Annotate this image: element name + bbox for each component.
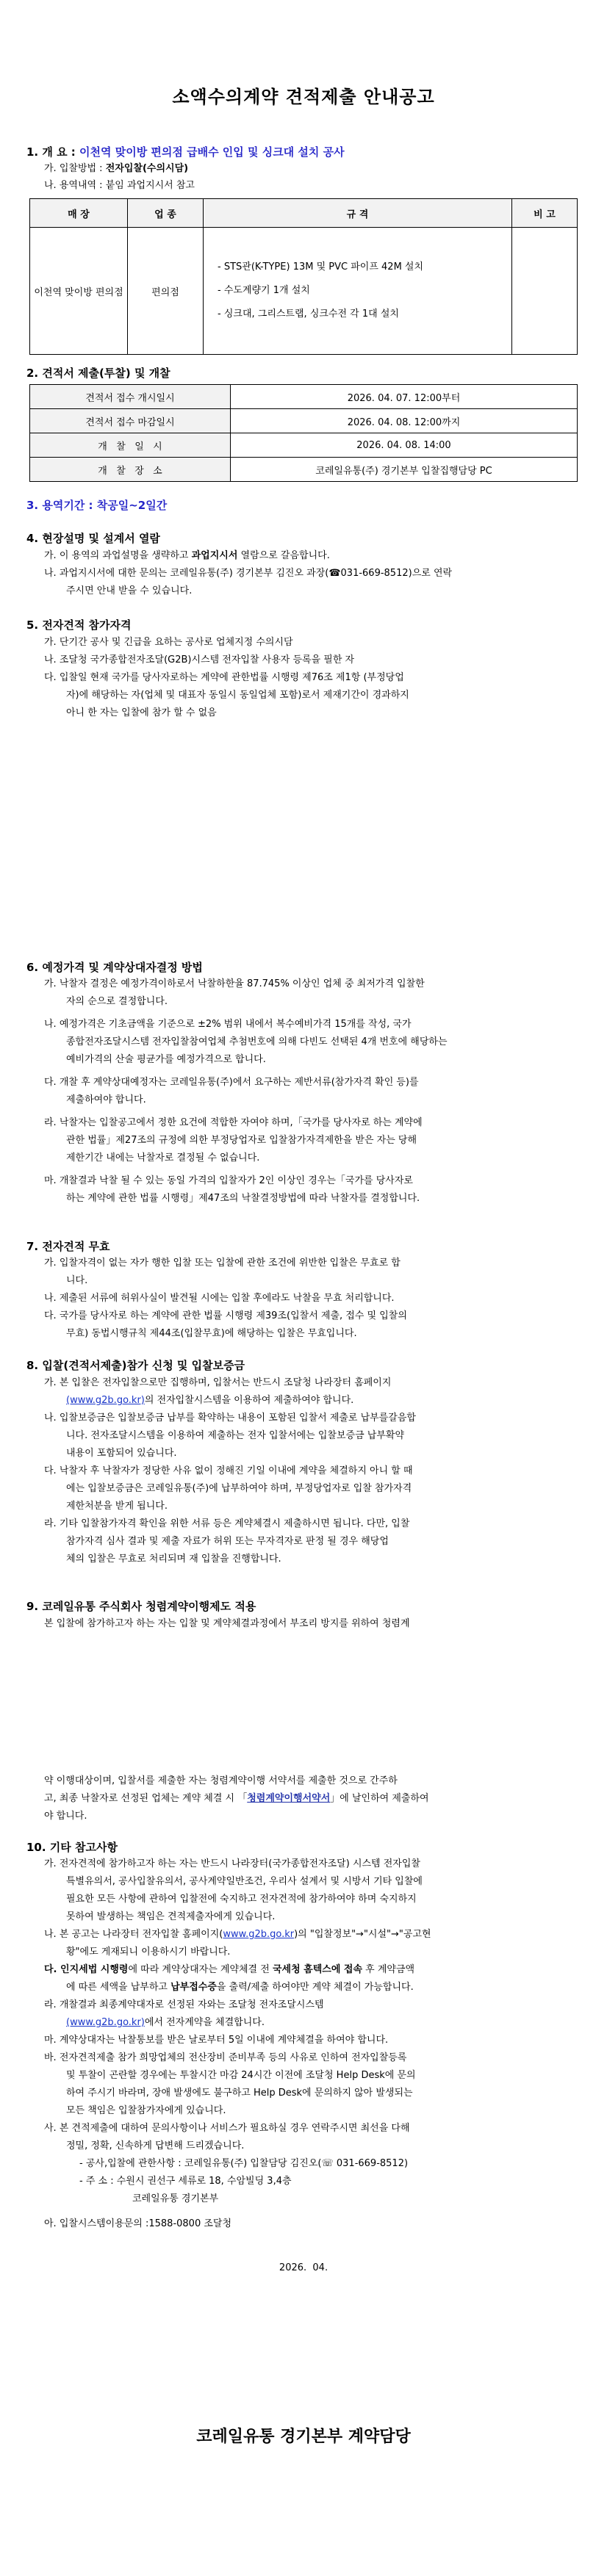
section-10-item: 가. 전자견적에 참가하고자 하는 자는 반드시 나라장터(국가종합전자조달) 시스템 전자입찰: [44, 1858, 420, 1869]
section-8-item-cont: 에는 입찰보증금은 코레일유통(주)에 납부하여야 하며, 부정당업자로 입찰 참가자격: [66, 1483, 412, 1494]
section-10-item-cont: 및 투찰이 곤란할 경우에는 투찰시간 마감 24시간 이전에 조달청 Help Desk에 문의: [66, 2070, 416, 2081]
col-note: 비 고: [512, 199, 578, 228]
issuer-name: 코레일유통 경기본부 계약담당: [196, 2428, 411, 2446]
text-bold: 다. 인지세법 시행령: [44, 1964, 129, 1975]
section-8-item: 가. 본 입찰은 전자입찰으로만 집행하며, 입찰서는 반드시 조달청 나라장터 홈페이지: [44, 1377, 392, 1388]
section-6-item: 마. 개찰결과 낙찰 될 수 있는 동일 가격의 입찰자가 2인 이상인 경우는「국가를 당사자로: [44, 1175, 413, 1186]
section-8-item: 나. 입찰보증금은 입찰보증금 납부를 확약하는 내용이 포함된 입찰서 제출로 납부를갈음합: [44, 1413, 416, 1424]
section-8-item-cont: 제한처분을 받게 됩니다.: [66, 1501, 168, 1512]
address-line: - 주 소 : 수원시 권선구 세류로 18, 수암빌딩 3,4층: [79, 2176, 292, 2187]
section-6-heading: 6. 예정가격 및 계약상대자결정 방법: [26, 961, 203, 974]
section-8-item-cont: 참가자격 심사 결과 및 제출 자료가 허위 또는 무자격자로 판정 될 경우 해당업: [66, 1536, 389, 1547]
section-10-item: 아. 입찰시스템이용문의 :1588-0800 조달청: [44, 2218, 232, 2229]
schedule-label: 개 찰 장 소: [30, 458, 231, 482]
schedule-value: 2026. 04. 07. 12:00부터: [231, 385, 578, 409]
text-bold: 과업지시서: [191, 550, 238, 561]
schedule-value: 2026. 04. 08. 12:00까지: [231, 409, 578, 433]
section-10-item-cont: 특별유의서, 공사입찰유의서, 공사계약일반조건, 우리사 설계서 및 시방서 기타 입찰에: [66, 1876, 423, 1887]
text: 에서 전자계약을 체결합니다.: [144, 2017, 265, 2028]
section-8-item: 라. 기타 입찰참가자격 확인을 위한 서류 등은 계약체결시 제출하시면 됩니다. 다만, 입찰: [44, 1518, 410, 1529]
text: 고, 최종 낙찰자로 선정된 업체는 계약 체결 시 「: [44, 1793, 248, 1804]
method-label: 가. 입찰방법 :: [44, 163, 103, 174]
cell-store: 이천역 맞이방 편의점: [30, 228, 128, 355]
section-5-item: 가. 단기간 공사 및 긴급을 요하는 공사로 업체지정 수의시담: [44, 637, 293, 648]
section-8-item-cont: 니다. 전자조달시스템을 이용하여 제출하는 전자 입찰서에는 입찰보증금 납부확약: [66, 1430, 405, 1441]
section-10-item-cont: 모든 책임은 입찰참가자에게 있습니다.: [66, 2105, 226, 2116]
section-5-heading: 5. 전자견적 참가자격: [26, 618, 132, 632]
section-9-heading: 9. 코레일유통 주식회사 청렴계약이행제도 적용: [26, 1600, 256, 1613]
section-5-item-cont: 아니 한 자는 입찰에 참가 할 수 없음: [66, 707, 217, 718]
section-6-item: 가. 낙찰자 결정은 예정가격이하로서 낙찰하한율 87.745% 이상인 업체 중 최저가격 입찰한: [44, 978, 425, 989]
section-5-item: 다. 입찰일 현재 국가를 당사자로하는 계약에 관한법률 시행령 제76조 제1항 (부정당업: [44, 672, 404, 683]
section-9-text-cont: 약 이행대상이며, 입찰서를 제출한 자는 청렴계약이행 서약서를 제출한 것으로 간주하: [44, 1775, 398, 1786]
spec-table: [29, 198, 578, 355]
notice-date: 2026. 04.: [279, 2262, 328, 2273]
section-7-item-cont: 무효) 동법시행규칙 제44조(입찰무효)에 해당하는 입찰은 무효입니다.: [66, 1328, 357, 1339]
section-10-item: 라. 개찰결과 최종계약대자로 선정된 자와는 조달청 전자조달시스템: [44, 1999, 324, 2010]
section-7-item: 다. 국가를 당사자로 하는 계약에 관한 법률 시행령 제39조(입찰서 제출, 접수 및 입찰의: [44, 1310, 407, 1321]
section-6-item: 나. 예정가격은 기초금액을 기준으로 ±2% 범위 내에서 복수예비가격 15개를 작성, 국가: [44, 1019, 412, 1030]
section-7-heading: 7. 전자견적 무효: [26, 1240, 110, 1253]
page-title: 소액수의계약 견적제출 안내공고: [172, 87, 435, 107]
text: 가. 이 용역의 과업설명을 생략하고: [44, 550, 192, 561]
text: 의 전자입찰시스템을 이용하여 제출하여야 합니다.: [144, 1395, 354, 1406]
schedule-value: 코레일유통(주) 경기본부 입찰집행담당 PC: [231, 458, 578, 482]
table-row: [30, 433, 578, 458]
section-6-item-cont: 하는 계약에 관한 법률 시행령」제47조의 낙찰결정방법에 따라 낙찰자를 결정합니다.: [66, 1193, 420, 1204]
section-10-item-cont: [66, 2014, 581, 2032]
cell-note: [512, 228, 578, 355]
text: 」에 날인하여 제출하여: [330, 1793, 429, 1804]
spec-item: - STS관(K-TYPE) 13M 및 PVC 파이프 42M 설치: [218, 261, 424, 273]
table-row: [30, 385, 578, 409]
table-row: [30, 458, 578, 482]
g2b-link[interactable]: (www.g2b.go.kr): [66, 2017, 145, 2028]
address-org: 코레일유통 경기본부: [132, 2193, 219, 2204]
text: 에 따라 계약상대자는 계약체결 전: [128, 1964, 273, 1975]
col-store: 매 장: [30, 199, 128, 228]
section-5-item-cont: 자)에 해당하는 자(업체 및 대표자 동일시 동일업체 포함)로서 제재기간이 경과하지: [66, 690, 409, 701]
cell-type: 편의점: [128, 228, 204, 355]
section-6-item-cont: 종합전자조달시스템 전자입찰참여업체 추첨번호에 의해 다빈도 선택된 4개 번호에 해당하는: [66, 1036, 448, 1047]
section-1-label: 1. 개 요 :: [26, 145, 76, 159]
table-row: [30, 409, 578, 433]
section-10-item-cont: 황"에도 게재되니 이용하시기 바랍니다.: [66, 1947, 231, 1958]
schedule-table: [29, 384, 578, 482]
section-1-method: [44, 160, 581, 178]
section-10-item-cont: 정밀, 정확, 신속하게 답변해 드리겠습니다.: [66, 2140, 245, 2151]
section-10-item-cont: [66, 1979, 581, 1996]
section-6-item-cont: 자의 순으로 결정합니다.: [66, 996, 168, 1007]
section-9-text: 본 입찰에 참가하고자 하는 자는 입찰 및 계약체결과정에서 부조리 방지를 위하여 청렴계: [44, 1618, 410, 1629]
cell-spec: [204, 228, 512, 355]
col-type: 업 종: [128, 199, 204, 228]
section-7-item: 나. 제출된 서류에 허위사실이 발견될 시에는 입찰 후에라도 낙찰을 무효 처리합니다.: [44, 1293, 395, 1304]
section-10-item-cont: 하여 주시기 바라며, 장애 발생에도 불구하고 Help Desk에 문의하지 않아 발생되는: [66, 2088, 413, 2099]
section-6-item-cont: 예비가격의 산술 평균가를 예정가격으로 합니다.: [66, 1054, 266, 1065]
text-bold: 국세청 홈텍스에 접속: [272, 1964, 363, 1975]
text: 나. 본 공고는 나라장터 전자입찰 홈페이지(: [44, 1929, 223, 1940]
section-10-item-cont: 못하여 발생하는 책임은 견적제출자에게 있습니다.: [66, 1911, 276, 1922]
section-1-project: 이천역 맞이방 편의점 급배수 인입 및 싱크대 설치 공사: [79, 145, 345, 159]
section-4-heading: 4. 현장설명 및 설계서 열람: [26, 532, 160, 545]
section-6-item-cont: 제출하여야 합니다.: [66, 1094, 146, 1105]
g2b-link[interactable]: (www.g2b.go.kr): [66, 1395, 145, 1406]
text: 에 따른 세액을 납부하고: [66, 1982, 171, 1993]
section-8-heading: 8. 입찰(견적서제출)참가 신청 및 입찰보증금: [26, 1359, 245, 1372]
section-9-text-cont: 야 합니다.: [44, 1811, 87, 1822]
text: 열람으로 갈음합니다.: [237, 550, 330, 561]
section-6-item: 라. 낙찰자는 입찰공고에서 정한 요건에 적합한 자여야 하며,「국가를 당사자로 하는 계약에: [44, 1117, 423, 1128]
text: 을 출력/제출 하여야만 계약 체결이 가능합니다.: [216, 1982, 414, 1993]
section-8-item-cont: 체의 입찰은 무효로 처리되며 재 입찰을 진행합니다.: [66, 1554, 281, 1565]
section-10-heading: 10. 기타 참고사항: [26, 1841, 118, 1854]
section-10-item: 사. 본 견적제출에 대하여 문의사항이나 서비스가 필요하실 경우 연락주시면 최선을 다해: [44, 2123, 410, 2134]
section-6-item: 다. 개찰 후 계약상대예정자는 코레일유통(주)에서 요구하는 제반서류(참가자격 확인 등)를: [44, 1077, 419, 1088]
section-6-item-cont: 관한 법률」제27조의 규정에 의한 부정당업자로 입찰참가자격제한을 받은 자는 당해: [66, 1135, 417, 1146]
section-1-detail: 나. 용역내역 : 붙임 과업지시서 참고: [44, 180, 195, 191]
section-8-item: 다. 낙찰자 후 낙찰자가 정당한 사유 없이 정해진 기일 이내에 계약을 체결하지 아니 할 때: [44, 1465, 413, 1476]
table-row: [30, 228, 578, 355]
method-value: 전자입찰(수의시담): [105, 163, 189, 174]
section-4-item-ga: [44, 547, 581, 565]
section-8-item-cont: 내용이 포함되어 있습니다.: [66, 1448, 177, 1459]
spec-item: - 수도계량기 1개 설치: [218, 285, 310, 296]
section-10-item: 마. 계약상대자는 낙찰통보를 받은 날로부터 5일 이내에 계약체결을 하여야 합니다.: [44, 2035, 389, 2046]
section-4-item-na: 나. 과업지시서에 대한 문의는 코레일유통(주) 경기본부 김진오 과장(☎031-669-8512)으로 연락: [44, 568, 453, 579]
g2b-link[interactable]: www.g2b.go.kr: [223, 1929, 295, 1940]
schedule-label: 견적서 접수 마감일시: [30, 409, 231, 433]
section-7-item: 가. 입찰자격이 없는 자가 행한 입찰 또는 입찰에 관한 조건에 위반한 입찰은 무효로 합: [44, 1258, 401, 1269]
spec-item: - 싱크대, 그리스트랩, 싱크수전 각 1대 설치: [218, 309, 399, 320]
text: )의 "입찰정보"→"시설"→"공고현: [294, 1929, 431, 1940]
col-spec: 규 격: [204, 199, 512, 228]
section-2-heading: 2. 견적서 제출(투찰) 및 개찰: [26, 367, 170, 380]
section-7-item-cont: 니다.: [66, 1275, 88, 1286]
schedule-value: 2026. 04. 08. 14:00: [231, 433, 578, 458]
section-5-item: 나. 조달청 국가종합전자조달(G2B)시스템 전자입찰 사용자 등록을 필한 자: [44, 654, 355, 665]
section-6-item-cont: 제한기간 내에는 낙찰자로 결정될 수 없습니다.: [66, 1152, 260, 1163]
contact-line: - 공사,입찰에 관한사항 : 코레일유통(주) 입찰담당 김진오(☏ 031-669-8512): [79, 2158, 409, 2169]
section-1-heading: [26, 144, 345, 159]
section-10-item-cont: 필요한 모든 사항에 관하여 입찰전에 숙지하고 전자견적에 참가하여야 하며 숙지하지: [66, 1894, 417, 1905]
integrity-pledge: 청렴계약이행서약서: [247, 1793, 331, 1804]
section-3-heading: 3. 용역기간 : 착공일~2일간: [26, 499, 168, 512]
section-9-text-cont: [44, 1790, 581, 1808]
section-10-item: [44, 1926, 581, 1944]
schedule-label: 개 찰 일 시: [30, 433, 231, 458]
text-bold: 납부접수증: [170, 1982, 217, 1993]
section-8-item-cont: [66, 1392, 581, 1410]
section-4-item-na-cont: 주시면 안내 받을 수 있습니다.: [66, 585, 193, 596]
schedule-label: 견적서 접수 개시일시: [30, 385, 231, 409]
section-10-item: 바. 전자견적제출 참가 희망업체의 전산장비 준비부족 등의 사유로 인하여 전자입찰등록: [44, 2052, 407, 2063]
section-10-item: [44, 1961, 581, 1979]
text: 후 계약금액: [362, 1964, 415, 1975]
